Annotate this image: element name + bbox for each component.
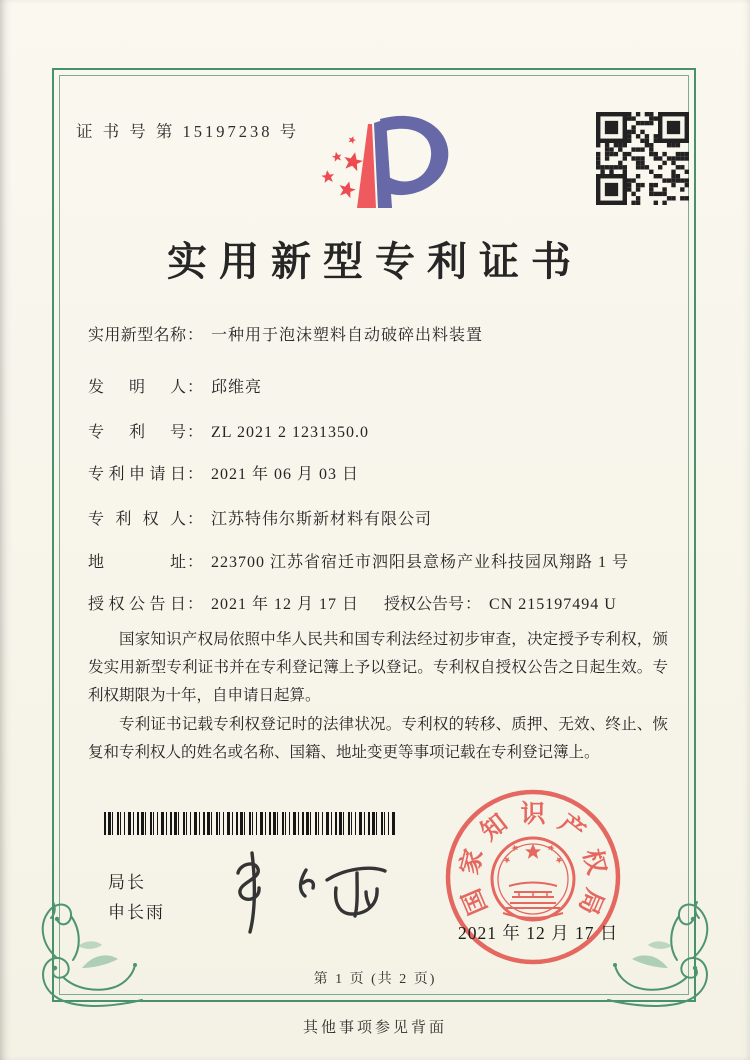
field-row-address xyxy=(88,549,668,572)
field-colon: ： xyxy=(187,424,204,441)
back-side-note: 其他事项参见背面 xyxy=(302,1020,447,1036)
page-number: 第 1 页 (共 2 页) xyxy=(313,972,437,987)
field-label: 实用新型名称 xyxy=(88,327,186,344)
svg-text:国: 国 xyxy=(458,884,493,919)
field-label: 发明人 xyxy=(88,379,186,396)
field-colon: ： xyxy=(187,327,204,344)
svg-text:产: 产 xyxy=(553,809,590,847)
field-row-name xyxy=(88,322,668,345)
field-value: ZL 2021 2 1231350.0 xyxy=(211,424,369,441)
legal-paragraph-2: 专利证书记载专利权登记时的法律状况。专利权的转移、质押、无效、终止、恢复和专利权人的姓名或名称、国籍、地址变更等事项记载在专利登记簿上。 xyxy=(88,715,668,761)
field-label: 授权公告日 xyxy=(88,596,186,613)
cnipa-logo-icon xyxy=(300,104,475,226)
field-label: 专利号 xyxy=(88,424,186,441)
svg-text:局: 局 xyxy=(573,884,608,919)
field-value: 2021 年 06 月 03 日 xyxy=(211,466,360,483)
national-emblem xyxy=(492,838,574,920)
field-value: 江苏特伟尔斯新材料有限公司 xyxy=(211,511,433,528)
seal-date: 2021 年 12 月 17 日 xyxy=(458,923,619,943)
field-value: 2021 年 12 月 17 日 xyxy=(211,596,360,613)
field-row-patent-number xyxy=(88,419,668,442)
svg-text:权: 权 xyxy=(577,846,610,878)
handwritten-signature-icon xyxy=(210,843,395,939)
grant-number-group xyxy=(384,591,617,614)
barcode xyxy=(104,812,395,835)
signer-title: 局长 xyxy=(108,873,146,892)
field-label: 专利权人 xyxy=(88,511,186,528)
field-row-grant xyxy=(88,591,668,614)
field-colon: ： xyxy=(187,466,204,483)
legal-paragraph-1: 国家知识产权局依照中华人民共和国专利法经过初步审查，决定授予专利权，颁发实用新型专利证书并在专利登记簿上予以登记。专利权自授权公告之日起生效。专利权期限为十年，自申请日起算。 xyxy=(88,631,668,705)
field-value: 邱维亮 xyxy=(211,379,263,396)
field-row-patentee xyxy=(88,506,668,529)
seal-arc-text xyxy=(455,800,611,919)
svg-text:识: 识 xyxy=(520,801,546,828)
field-colon: ： xyxy=(187,379,204,396)
field-label: 地址 xyxy=(88,554,186,571)
field-row-inventor xyxy=(88,374,668,397)
field-value: CN 215197494 U xyxy=(489,596,617,613)
field-value: 一种用于泡沫塑料自动破碎出料装置 xyxy=(211,327,484,344)
certificate-number: 证 书 号 第 15197238 号 xyxy=(76,122,300,141)
certificate-title: 实用新型专利证书 xyxy=(167,239,583,284)
signer-name: 申长雨 xyxy=(108,903,165,922)
field-colon: ： xyxy=(465,596,482,613)
field-label: 授权公告号 xyxy=(384,596,465,613)
svg-text:家: 家 xyxy=(456,846,489,878)
field-label: 专利申请日 xyxy=(88,466,186,483)
field-value: 223700 江苏省宿迁市泗阳县意杨产业科技园凤翔路 1 号 xyxy=(211,554,630,571)
legal-text xyxy=(88,626,668,767)
field-colon: ： xyxy=(187,554,204,571)
field-row-filing-date xyxy=(88,461,668,484)
qr-code xyxy=(596,112,689,205)
svg-text:知: 知 xyxy=(476,809,513,847)
field-colon: ： xyxy=(187,596,204,613)
field-colon: ： xyxy=(187,511,204,528)
